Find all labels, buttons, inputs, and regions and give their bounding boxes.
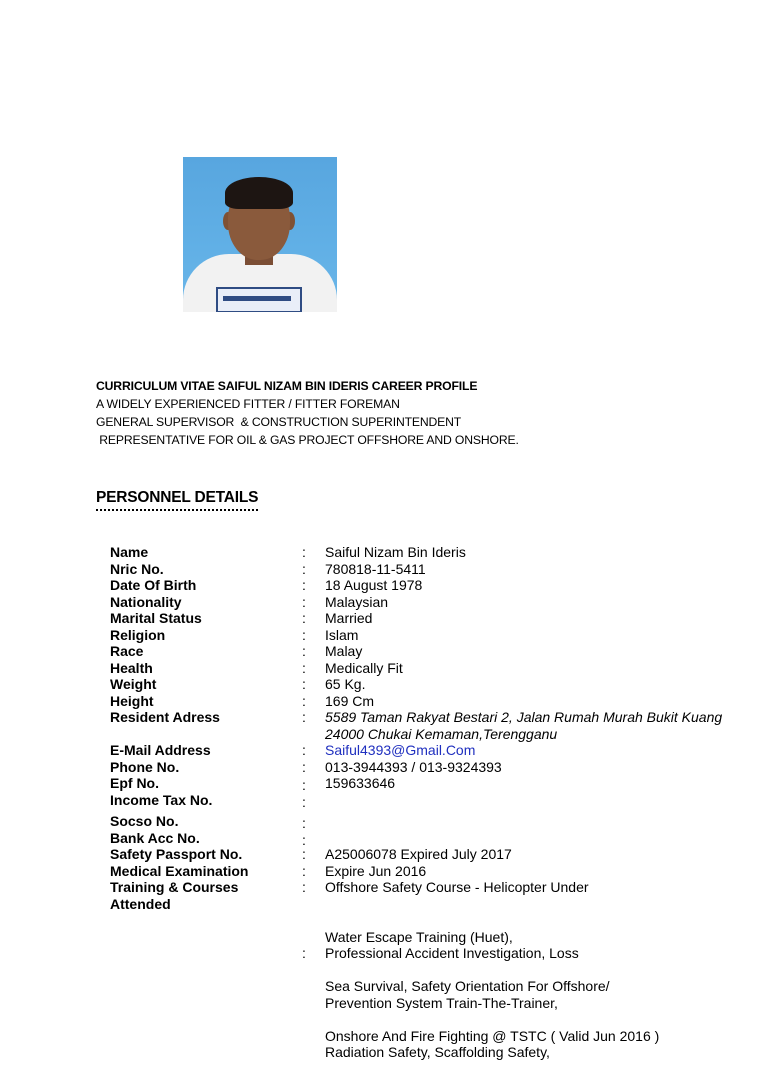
detail-value: 5589 Taman Rakyat Bestari 2, Jalan Rumah Murah Bukit Kuang — [325, 709, 723, 725]
detail-label: Weight — [110, 676, 157, 692]
training-line: Professional Accident Investigation, Loss — [325, 945, 579, 961]
training-line: Onshore And Fire Fighting @ TSTC ( Valid Jun 2016 ) — [325, 1027, 660, 1044]
detail-value: Saiful Nizam Bin Ideris — [325, 544, 466, 560]
detail-label-continued: Attended — [110, 895, 171, 912]
detail-separator: : — [302, 815, 306, 831]
detail-label: Health — [110, 659, 153, 676]
detail-label: Safety Passport No. — [110, 846, 243, 862]
detail-separator: : — [302, 777, 306, 793]
photo-hair — [225, 177, 293, 209]
detail-value: 013-3944393 / 013-9324393 — [325, 758, 502, 775]
detail-label: Resident Adress — [110, 709, 220, 725]
detail-value: Medically Fit — [325, 659, 403, 676]
detail-label: Income Tax No. — [110, 792, 213, 808]
detail-label: Nationality — [110, 593, 182, 610]
detail-value: 159633646 — [325, 775, 396, 791]
detail-label: Training & Courses — [110, 879, 239, 895]
detail-separator: : — [302, 879, 306, 895]
detail-label: Race — [110, 643, 144, 659]
detail-separator: : — [302, 846, 306, 862]
training-line: Water Escape Training (Huet), — [325, 928, 513, 945]
detail-separator: : — [302, 659, 306, 676]
cv-title: CURRICULUM VITAE SAIFUL NIZAM BIN IDERIS CAREER PROFILE — [96, 379, 478, 393]
detail-value: 18 August 1978 — [325, 577, 423, 593]
profile-line-3: REPRESENTATIVE FOR OIL & GAS PROJECT OFFSHORE AND ONSHORE. — [96, 433, 519, 447]
profile-photo — [183, 157, 337, 312]
detail-separator: : — [302, 758, 306, 775]
detail-separator: : — [302, 945, 306, 961]
detail-value: Malay — [325, 643, 363, 659]
section-title-personnel-details: PERSONNEL DETAILS — [96, 488, 258, 511]
detail-separator: : — [302, 709, 306, 725]
detail-value: 65 Kg. — [325, 676, 366, 692]
photo-shirt-print-bar — [223, 296, 291, 301]
detail-separator: : — [302, 676, 306, 692]
detail-label: Height — [110, 692, 154, 709]
detail-label: Socso No. — [110, 813, 179, 829]
detail-value: Malaysian — [325, 593, 389, 610]
detail-separator: : — [302, 560, 306, 577]
detail-label: Phone No. — [110, 758, 180, 775]
training-line: Prevention System Train-The-Trainer, — [325, 994, 558, 1011]
detail-label: Religion — [110, 626, 166, 643]
detail-separator: : — [302, 577, 306, 593]
detail-label: Medical Examination — [110, 862, 249, 879]
detail-label: Epf No. — [110, 775, 159, 791]
detail-value: Expire Jun 2016 — [325, 862, 427, 879]
detail-label: Nric No. — [110, 560, 164, 577]
detail-separator: : — [302, 831, 306, 848]
detail-value: Islam — [325, 626, 359, 643]
detail-label: Bank Acc No. — [110, 829, 200, 846]
detail-separator: : — [302, 544, 306, 560]
detail-label: E-Mail Address — [110, 742, 211, 758]
detail-value: 780818-11-5411 — [325, 560, 426, 577]
detail-separator: : — [302, 692, 306, 709]
email-link[interactable]: Saiful4393@Gmail.Com — [325, 742, 476, 758]
training-line: Sea Survival, Safety Orientation For Offshore/ — [325, 978, 610, 994]
detail-separator: : — [302, 610, 306, 626]
training-block-2 — [325, 962, 558, 1078]
detail-value: Offshore Safety Course - Helicopter Under — [325, 879, 589, 895]
detail-separator: : — [302, 626, 306, 643]
detail-separator: : — [302, 593, 306, 610]
detail-separator: : — [302, 742, 306, 758]
training-line: Radiation Safety, Scaffolding Safety, — [325, 1044, 550, 1060]
detail-separator: : — [302, 643, 306, 659]
detail-value: A25006078 Expired July 2017 — [325, 846, 512, 862]
detail-label: Name — [110, 544, 149, 560]
detail-value: Married — [325, 610, 373, 626]
detail-label: Date Of Birth — [110, 577, 197, 593]
profile-line-1: A WIDELY EXPERIENCED FITTER / FITTER FOREMAN — [96, 397, 400, 411]
detail-value: 169 Cm — [325, 692, 375, 709]
detail-separator: : — [302, 862, 306, 879]
detail-label: Marital Status — [110, 610, 202, 626]
detail-value-continued: 24000 Chukai Kemaman,Terengganu — [325, 725, 558, 742]
detail-separator: : — [302, 794, 306, 810]
profile-line-2: GENERAL SUPERVISOR & CONSTRUCTION SUPERINTENDENT — [96, 415, 462, 429]
